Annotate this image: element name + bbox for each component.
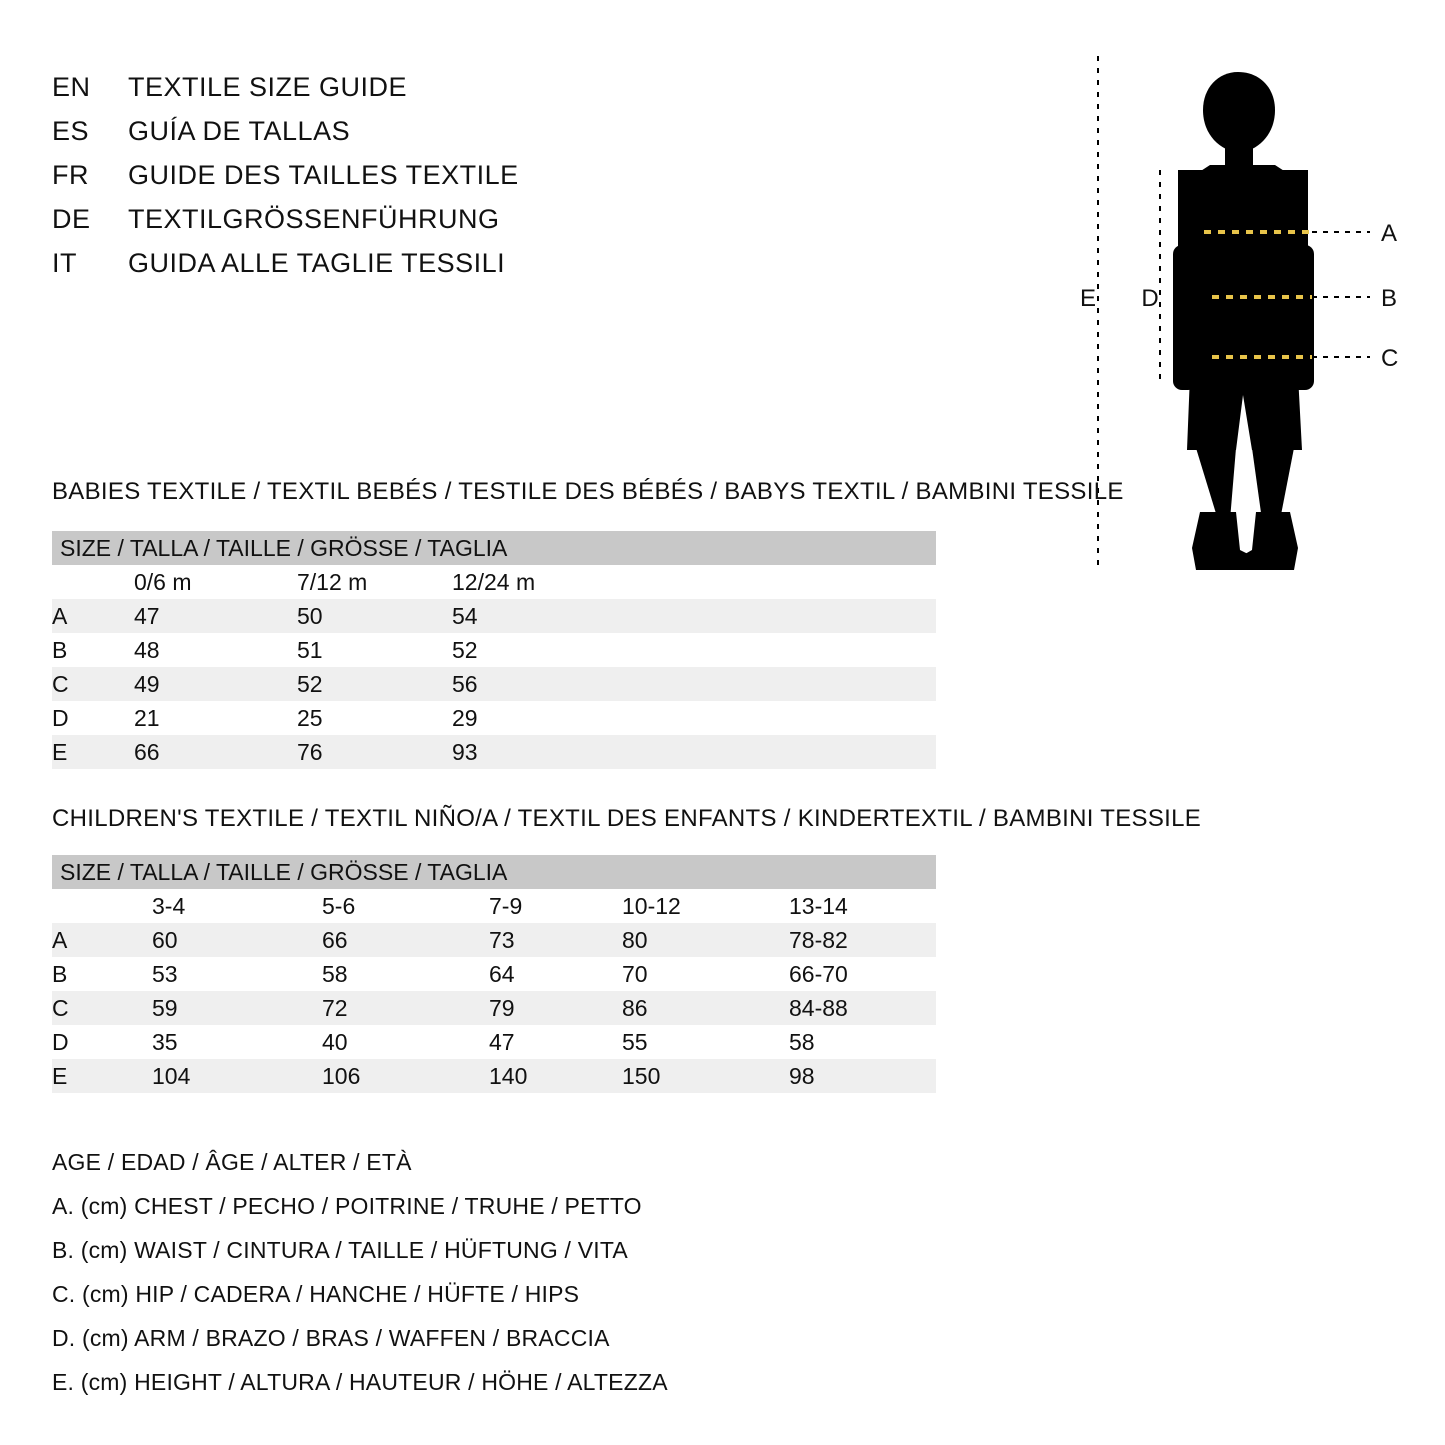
legend-item: B. (cm) WAIST / CINTURA / TAILLE / HÜFTUNG / VITA <box>52 1236 628 1263</box>
table-header-band <box>52 855 936 889</box>
table-row <box>52 957 936 991</box>
cell-value: 66-70 <box>789 957 936 991</box>
cell-value: 93 <box>452 735 936 769</box>
children-size-table <box>52 855 936 1093</box>
figure-label-b: B <box>1381 285 1398 312</box>
cell-value: 76 <box>297 735 452 769</box>
cell-value: 66 <box>322 923 489 957</box>
legend-item: A. (cm) CHEST / PECHO / POITRINE / TRUHE / PETTO <box>52 1192 642 1219</box>
row-label: C <box>52 667 134 701</box>
cell-value: 79 <box>489 991 622 1025</box>
cell-value: 78-82 <box>789 923 936 957</box>
cell-value: 86 <box>622 991 789 1025</box>
table-row <box>52 701 936 735</box>
cell-value: 52 <box>297 667 452 701</box>
children-section-title: CHILDREN'S TEXTILE / TEXTIL NIÑO/A / TEXTIL DES ENFANTS / KINDERTEXTIL / BAMBINI TESSILE <box>52 805 1202 832</box>
row-label: E <box>52 1059 152 1093</box>
cell-value: 59 <box>152 991 322 1025</box>
children-band-label: SIZE / TALLA / TAILLE / GRÖSSE / TAGLIA <box>52 855 936 889</box>
table-row <box>52 991 936 1025</box>
table-row <box>52 599 936 633</box>
silhouette-right-leg <box>1252 448 1294 520</box>
table-row <box>52 1059 936 1093</box>
cell-value: 21 <box>134 701 297 735</box>
language-title: GUÍA DE TALLAS <box>128 116 351 146</box>
row-label: B <box>52 633 134 667</box>
legend-item: C. (cm) HIP / CADERA / HANCHE / HÜFTE / HIPS <box>52 1280 580 1307</box>
cell-value: 58 <box>789 1025 936 1059</box>
table-header-band <box>52 531 936 565</box>
cell-value: 64 <box>489 957 622 991</box>
column-header: 12/24 m <box>452 565 936 599</box>
silhouette-body <box>1173 72 1314 570</box>
cell-value: 60 <box>152 923 322 957</box>
cell-value: 47 <box>489 1025 622 1059</box>
language-code: ES <box>52 116 90 146</box>
table-row <box>52 1025 936 1059</box>
legend-item: AGE / EDAD / ÂGE / ALTER / ETÀ <box>52 1148 412 1175</box>
column-header: 5-6 <box>322 889 489 923</box>
babies-section-title: BABIES TEXTILE / TEXTIL BEBÉS / TESTILE DES BÉBÉS / BABYS TEXTIL / BAMBINI TESSILE <box>52 478 1124 505</box>
cell-value: 53 <box>152 957 322 991</box>
cell-value: 51 <box>297 633 452 667</box>
cell-value: 58 <box>322 957 489 991</box>
column-header: 3-4 <box>152 889 322 923</box>
cell-value: 70 <box>622 957 789 991</box>
silhouette-head <box>1203 72 1275 149</box>
language-title: GUIDE DES TAILLES TEXTILE <box>128 160 519 190</box>
column-header: 10-12 <box>622 889 789 923</box>
cell-value: 50 <box>297 599 452 633</box>
corner-cell <box>52 889 152 923</box>
cell-value: 54 <box>452 599 936 633</box>
table-column-headers <box>52 889 936 923</box>
cell-value: 40 <box>322 1025 489 1059</box>
language-code: DE <box>52 204 91 234</box>
language-code: IT <box>52 248 77 278</box>
cell-value: 73 <box>489 923 622 957</box>
column-header: 0/6 m <box>134 565 297 599</box>
cell-value: 29 <box>452 701 936 735</box>
cell-value: 80 <box>622 923 789 957</box>
cell-value: 56 <box>452 667 936 701</box>
table-row <box>52 633 936 667</box>
language-title-block <box>52 72 692 292</box>
legend-item: D. (cm) ARM / BRAZO / BRAS / WAFFEN / BRACCIA <box>52 1324 610 1351</box>
row-label: A <box>52 599 134 633</box>
table-row <box>52 923 936 957</box>
row-label: C <box>52 991 152 1025</box>
row-label: E <box>52 735 134 769</box>
cell-value: 106 <box>322 1059 489 1093</box>
column-header: 13-14 <box>789 889 936 923</box>
cell-value: 25 <box>297 701 452 735</box>
cell-value: 150 <box>622 1059 789 1093</box>
language-title: GUIDA ALLE TAGLIE TESSILI <box>128 248 506 278</box>
row-label: B <box>52 957 152 991</box>
silhouette-right-shoe <box>1238 512 1298 570</box>
table-row <box>52 667 936 701</box>
column-header: 7-9 <box>489 889 622 923</box>
measurement-legend <box>52 1140 852 1404</box>
language-title: TEXTILGRÖSSENFÜHRUNG <box>128 204 500 234</box>
language-row <box>52 204 692 248</box>
cell-value: 52 <box>452 633 936 667</box>
silhouette-shirt <box>1178 170 1308 380</box>
cell-value: 84-88 <box>789 991 936 1025</box>
table-column-headers <box>52 565 936 599</box>
cell-value: 98 <box>789 1059 936 1093</box>
silhouette-shorts <box>1187 375 1302 450</box>
cell-value: 66 <box>134 735 297 769</box>
figure-label-a: A <box>1381 220 1398 247</box>
silhouette-left-leg <box>1196 448 1236 520</box>
language-code: FR <box>52 160 89 190</box>
cell-value: 47 <box>134 599 297 633</box>
language-row <box>52 116 692 160</box>
cell-value: 49 <box>134 667 297 701</box>
language-row <box>52 160 692 204</box>
row-label: A <box>52 923 152 957</box>
figure-label-c: C <box>1381 345 1399 372</box>
row-label: D <box>52 1025 152 1059</box>
language-title: TEXTILE SIZE GUIDE <box>128 72 408 102</box>
cell-value: 72 <box>322 991 489 1025</box>
babies-size-table <box>52 531 936 769</box>
babies-band-label: SIZE / TALLA / TAILLE / GRÖSSE / TAGLIA <box>52 531 936 565</box>
figure-label-d: D <box>1141 285 1159 312</box>
silhouette-neck <box>1225 145 1253 165</box>
language-code: EN <box>52 72 91 102</box>
language-row <box>52 248 692 292</box>
table-row <box>52 735 936 769</box>
silhouette-left-arm <box>1173 245 1197 390</box>
cell-value: 140 <box>489 1059 622 1093</box>
cell-value: 104 <box>152 1059 322 1093</box>
cell-value: 35 <box>152 1025 322 1059</box>
column-header: 7/12 m <box>297 565 452 599</box>
corner-cell <box>52 565 134 599</box>
language-row <box>52 72 692 116</box>
cell-value: 55 <box>622 1025 789 1059</box>
silhouette-right-arm <box>1290 245 1314 390</box>
cell-value: 48 <box>134 633 297 667</box>
row-label: D <box>52 701 134 735</box>
legend-item: E. (cm) HEIGHT / ALTURA / HAUTEUR / HÖHE / ALTEZZA <box>52 1368 668 1395</box>
figure-label-e: E <box>1079 285 1097 312</box>
